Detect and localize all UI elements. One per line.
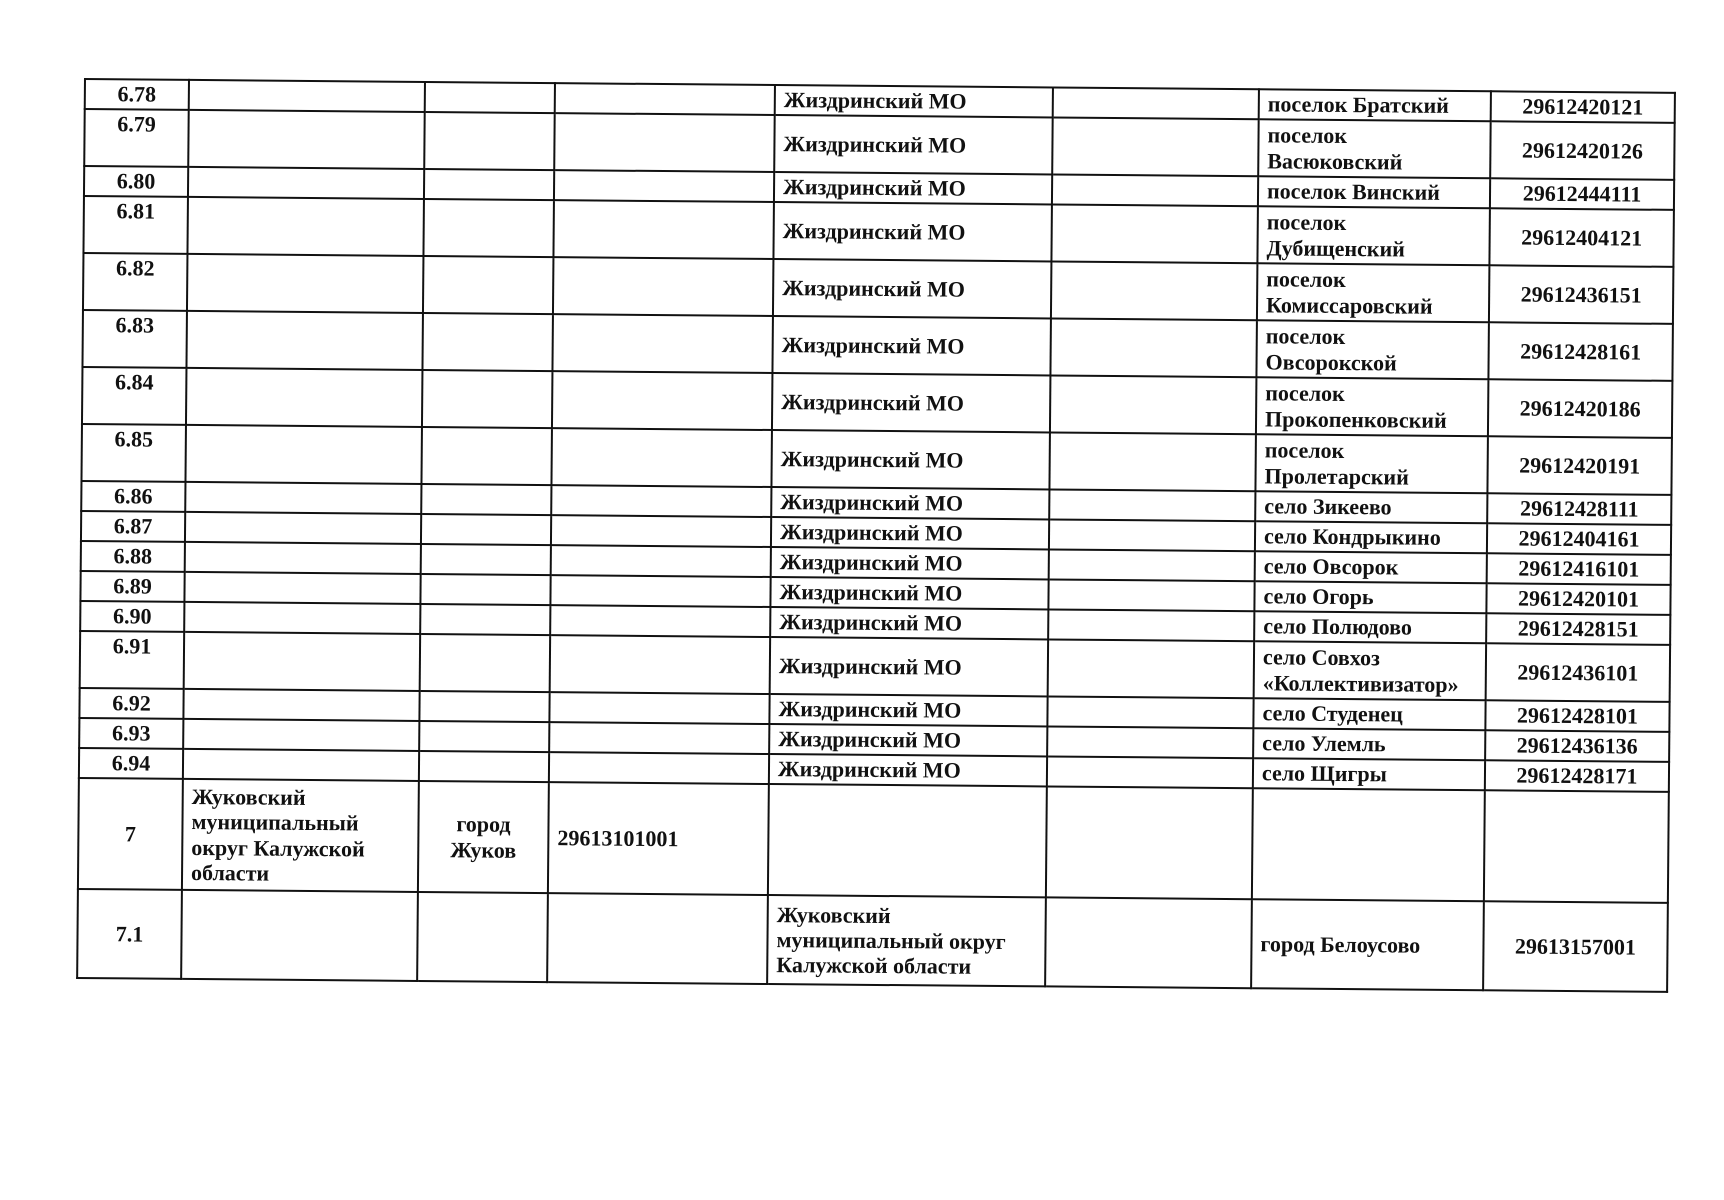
empty-cell <box>421 514 551 545</box>
row-number: 6.94 <box>79 748 183 779</box>
settlement-code: 29612420191 <box>1487 436 1671 495</box>
row-number: 6.85 <box>81 424 185 482</box>
row-number: 6.88 <box>81 541 185 572</box>
empty-cell <box>550 635 770 694</box>
municipal-entity: Жиздринский МО <box>773 202 1051 261</box>
settlement-name: село Полюдово <box>1254 611 1486 643</box>
settlement-name: поселок Комиссаровский <box>1257 263 1489 322</box>
settlement-code: 29612428111 <box>1487 493 1671 525</box>
empty-cell <box>551 485 771 517</box>
empty-cell <box>183 749 419 781</box>
row-number: 6.92 <box>79 688 183 719</box>
settlement-name: поселок Пролетарский <box>1255 434 1487 493</box>
settlement-name: село Овсорок <box>1255 551 1487 583</box>
settlement-name: село Кондрыкино <box>1255 521 1487 553</box>
settlement-name: село Совхоз «Коллективизатор» <box>1254 641 1486 700</box>
row-number: 6.83 <box>82 310 186 368</box>
settlement-name: село Улемль <box>1253 728 1485 760</box>
empty-cell <box>423 199 553 257</box>
empty-cell <box>1051 204 1257 263</box>
settlement-code: 29612420126 <box>1490 121 1674 180</box>
settlement-name: село Щигры <box>1253 758 1485 790</box>
empty-cell <box>549 692 769 724</box>
municipal-entity: Жиздринский МО <box>770 637 1048 696</box>
empty-cell <box>552 371 772 430</box>
settlement-code: 29612404121 <box>1489 208 1673 267</box>
empty-cell <box>555 83 775 115</box>
table-body <box>77 79 1675 992</box>
table-row-7 <box>78 778 1669 903</box>
row-number: 7 <box>78 778 183 890</box>
empty-cell <box>181 890 418 981</box>
empty-cell <box>1049 432 1255 491</box>
empty-cell <box>421 427 551 485</box>
row-number: 6.89 <box>80 571 184 602</box>
empty-cell <box>185 425 421 484</box>
empty-cell <box>1050 375 1256 434</box>
oktmo-code: 29613101001 <box>548 782 769 895</box>
empty-cell <box>1052 174 1258 206</box>
municipal-entity: Жиздринский МО <box>769 694 1047 726</box>
empty-cell <box>768 784 1047 897</box>
settlement-name: поселок Братский <box>1259 89 1491 121</box>
municipal-entity: Жиздринский МО <box>771 487 1049 519</box>
empty-cell <box>554 113 774 172</box>
district-name: Жуковский муниципальный округ Калужской области <box>182 779 419 892</box>
empty-cell <box>554 170 774 202</box>
empty-cell <box>1053 87 1259 119</box>
settlement-name: поселок Винский <box>1258 176 1490 208</box>
settlement-code: 29612404161 <box>1487 523 1671 555</box>
empty-cell <box>419 721 549 752</box>
empty-cell <box>1049 519 1255 551</box>
empty-cell <box>1049 489 1255 521</box>
empty-cell <box>419 751 549 782</box>
empty-cell <box>1047 756 1253 788</box>
empty-cell <box>553 200 773 259</box>
empty-cell <box>551 545 771 577</box>
settlement-code: 29612436101 <box>1486 643 1670 702</box>
row-number: 6.90 <box>80 601 184 632</box>
row-number: 6.86 <box>81 481 185 512</box>
empty-cell <box>550 605 770 637</box>
empty-cell <box>185 482 421 514</box>
settlement-code: 29612428161 <box>1488 322 1672 381</box>
municipal-entity: Жиздринский МО <box>774 172 1052 204</box>
empty-cell <box>183 719 419 751</box>
municipal-entity: Жуковский муниципальный округ Калужской области <box>767 895 1046 986</box>
settlement-name: поселок Овсорокской <box>1256 320 1488 379</box>
admin-center: город Жуков <box>418 781 549 893</box>
settlement-name: село Студенец <box>1253 698 1485 730</box>
empty-cell <box>187 254 423 313</box>
empty-cell <box>1045 897 1252 988</box>
empty-cell <box>551 428 771 487</box>
settlement-code: 29612436151 <box>1489 265 1673 324</box>
municipal-entity: Жиздринский МО <box>774 115 1052 174</box>
settlement-code: 29612436136 <box>1485 730 1669 762</box>
municipal-entity: Жиздринский МО <box>770 577 1048 609</box>
municipal-entity: Жиздринский МО <box>769 754 1047 786</box>
empty-cell <box>420 574 550 605</box>
table-row-7-1 <box>77 889 1668 992</box>
municipal-entity: Жиздринский МО <box>772 316 1050 375</box>
settlement-name: село Зикеево <box>1255 491 1487 523</box>
settlement-name: город Белоусово <box>1251 899 1484 990</box>
row-number: 6.80 <box>84 166 188 197</box>
settlement-code: 29612420186 <box>1488 379 1672 438</box>
empty-cell <box>186 368 422 427</box>
municipal-entity: Жиздринский МО <box>772 373 1050 432</box>
empty-cell <box>551 515 771 547</box>
empty-cell <box>189 80 425 112</box>
settlement-code: 29612420101 <box>1486 583 1670 615</box>
municipal-entity: Жиздринский МО <box>769 724 1047 756</box>
empty-cell <box>422 370 552 428</box>
settlement-code: 29612416101 <box>1487 553 1671 585</box>
empty-cell <box>187 197 423 256</box>
empty-cell <box>547 893 768 984</box>
empty-cell <box>1484 790 1669 903</box>
empty-cell <box>1046 786 1253 899</box>
empty-cell <box>186 311 422 370</box>
municipal-entity: Жиздринский МО <box>773 259 1051 318</box>
empty-cell <box>423 256 553 314</box>
empty-cell <box>1048 609 1254 641</box>
settlement-name: поселок Прокопенковский <box>1256 377 1488 436</box>
empty-cell <box>550 575 770 607</box>
municipal-entity: Жиздринский МО <box>771 547 1049 579</box>
municipal-registry-table <box>76 78 1676 993</box>
row-number: 6.87 <box>81 511 185 542</box>
row-number: 6.81 <box>83 196 187 254</box>
settlement-code: 29613157001 <box>1483 901 1668 992</box>
empty-cell <box>1051 261 1257 320</box>
empty-cell <box>420 634 550 692</box>
empty-cell <box>417 892 548 982</box>
settlement-code: 29612420121 <box>1491 91 1675 123</box>
empty-cell <box>185 512 421 544</box>
row-number: 6.93 <box>79 718 183 749</box>
empty-cell <box>421 484 551 515</box>
empty-cell <box>1047 726 1253 758</box>
row-number: 6.82 <box>83 253 187 311</box>
empty-cell <box>1047 696 1253 728</box>
empty-cell <box>188 110 424 169</box>
settlement-code: 29612428171 <box>1485 760 1669 792</box>
empty-cell <box>1050 318 1256 377</box>
empty-cell <box>184 632 420 691</box>
empty-cell <box>185 542 421 574</box>
empty-cell <box>184 602 420 634</box>
settlement-code: 29612428151 <box>1486 613 1670 645</box>
empty-cell <box>184 572 420 604</box>
row-number: 7.1 <box>77 889 182 979</box>
settlement-name: поселок Васюковский <box>1258 119 1490 178</box>
empty-cell <box>1048 579 1254 611</box>
empty-cell <box>1052 117 1258 176</box>
row-number: 6.78 <box>85 79 189 110</box>
settlement-name: поселок Дубищенский <box>1257 206 1489 265</box>
municipal-entity: Жиздринский МО <box>771 517 1049 549</box>
empty-cell <box>419 691 549 722</box>
empty-cell <box>420 604 550 635</box>
empty-cell <box>1252 788 1485 901</box>
row-number: 6.84 <box>82 367 186 425</box>
empty-cell <box>553 257 773 316</box>
empty-cell <box>549 722 769 754</box>
empty-cell <box>549 752 769 784</box>
settlement-code: 29612428101 <box>1485 700 1669 732</box>
empty-cell <box>424 112 554 170</box>
settlement-code: 29612444111 <box>1490 178 1674 210</box>
empty-cell <box>1049 549 1255 581</box>
row-number: 6.79 <box>84 109 188 167</box>
empty-cell <box>1048 639 1254 698</box>
empty-cell <box>422 313 552 371</box>
settlement-name: село Огорь <box>1254 581 1486 613</box>
empty-cell <box>424 169 554 200</box>
municipal-entity: Жиздринский МО <box>771 430 1049 489</box>
empty-cell <box>183 689 419 721</box>
empty-cell <box>425 82 555 113</box>
municipal-entity: Жиздринский МО <box>775 85 1053 117</box>
municipal-entity: Жиздринский МО <box>770 607 1048 639</box>
empty-cell <box>188 167 424 199</box>
empty-cell <box>552 314 772 373</box>
row-number: 6.91 <box>80 631 184 689</box>
empty-cell <box>421 544 551 575</box>
